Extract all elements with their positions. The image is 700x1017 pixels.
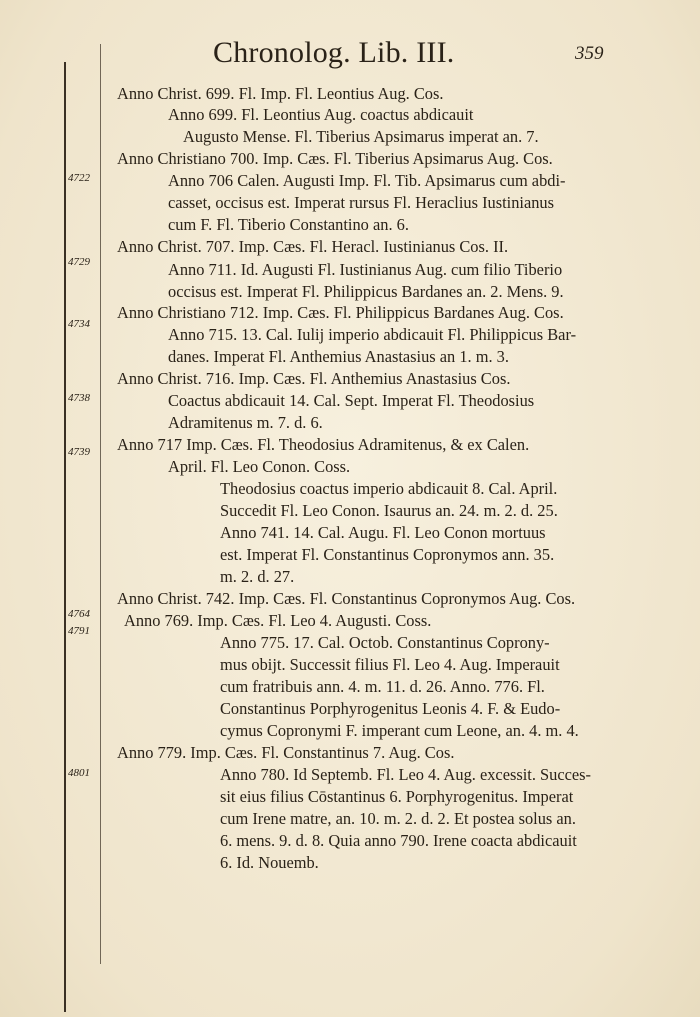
outer-margin-rule — [100, 44, 101, 964]
text-line: Anno 775. 17. Cal. Octob. Constantinus Coprony- — [220, 633, 550, 652]
text-line: cum fratribuis ann. 4. m. 11. d. 26. Anno. 776. Fl. — [220, 677, 545, 696]
margin-rule — [64, 62, 66, 1012]
margin-year: 4722 — [68, 172, 90, 184]
text-line: Anno Christ. 716. Imp. Cæs. Fl. Anthemius Anastasius Cos. — [117, 369, 511, 388]
text-line: Anno 706 Calen. Augusti Imp. Fl. Tib. Apsimarus cum abdi- — [168, 171, 566, 190]
text-line: Succedit Fl. Leo Conon. Isaurus an. 24. m. 2. d. 25. — [220, 501, 558, 520]
margin-year: 4729 — [68, 256, 90, 268]
text-line: Anno Christ. 742. Imp. Cæs. Fl. Constantinus Copronymos Aug. Cos. — [117, 589, 576, 608]
text-line: Anno Christiano 712. Imp. Cæs. Fl. Philippicus Bardanes Aug. Cos. — [117, 303, 564, 322]
text-line: Anno 780. Id Septemb. Fl. Leo 4. Aug. excessit. Succes- — [220, 765, 592, 784]
text-line: Anno 741. 14. Cal. Augu. Fl. Leo Conon mortuus — [220, 523, 546, 542]
margin-year: 4764 — [68, 608, 90, 620]
text-line: Coactus abdicauit 14. Cal. Sept. Imperat Fl. Theodosius — [168, 391, 535, 410]
text-line: Anno 715. 13. Cal. Iulij imperio abdicauit Fl. Philippicus Bar- — [168, 325, 577, 344]
page-number: 359 — [575, 43, 604, 64]
margin-year: 4791 — [68, 625, 90, 637]
running-title: Chronolog. Lib. III. — [213, 36, 455, 69]
text-line: April. Fl. Leo Conon. Coss. — [168, 457, 351, 476]
margin-year: 4739 — [68, 446, 90, 458]
text-line: danes. Imperat Fl. Anthemius Anastasius an 1. m. 3. — [168, 347, 509, 366]
margin-year: 4738 — [68, 392, 90, 404]
text-line: Anno 699. Fl. Leontius Aug. coactus abdicauit — [168, 105, 474, 124]
text-line: m. 2. d. 27. — [220, 567, 295, 586]
text-line: est. Imperat Fl. Constantinus Copronymos ann. 35. — [220, 545, 555, 564]
text-line: Adramitenus m. 7. d. 6. — [168, 413, 323, 432]
text-line: Anno 711. Id. Augusti Fl. Iustinianus Aug. cum filio Tiberio — [168, 260, 563, 279]
text-line: Anno 769. Imp. Cæs. Fl. Leo 4. Augusti. Coss. — [124, 611, 432, 630]
text-line: casset, occisus est. Imperat rursus Fl. Heraclius Iustinianus — [168, 193, 555, 212]
text-line: 6. mens. 9. d. 8. Quia anno 790. Irene coacta abdicauit — [220, 831, 577, 850]
text-line: Theodosius coactus imperio abdicauit 8. Cal. April. — [220, 479, 558, 498]
text-line: sit eius filius Cōstantinus 6. Porphyrogenitus. Imperat — [220, 787, 574, 806]
text-line: Anno Christ. 699. Fl. Imp. Fl. Leontius Aug. Cos. — [117, 84, 444, 103]
text-line: Augusto Mense. Fl. Tiberius Apsimarus imperat an. 7. — [183, 127, 539, 146]
text-line: 6. Id. Nouemb. — [220, 853, 319, 872]
margin-year: 4734 — [68, 318, 90, 330]
text-line: Constantinus Porphyrogenitus Leonis 4. F. & Eudo- — [220, 699, 561, 718]
text-line: Anno 779. Imp. Cæs. Fl. Constantinus 7. Aug. Cos. — [117, 743, 455, 762]
text-line: Anno 717 Imp. Cæs. Fl. Theodosius Adramitenus, & ex Calen. — [117, 435, 530, 454]
text-line: Anno Christiano 700. Imp. Cæs. Fl. Tiberius Apsimarus Aug. Cos. — [117, 149, 553, 168]
text-line: Anno Christ. 707. Imp. Cæs. Fl. Heracl. Iustinianus Cos. II. — [117, 237, 509, 256]
text-line: cum Irene matre, an. 10. m. 2. d. 2. Et postea solus an. — [220, 809, 576, 828]
text-line: occisus est. Imperat Fl. Philippicus Bardanes an. 2. Mens. 9. — [168, 282, 564, 301]
margin-year: 4801 — [68, 767, 90, 779]
text-line: cymus Copronymi F. imperant cum Leone, an. 4. m. 4. — [220, 721, 579, 740]
text-line: mus obijt. Successit filius Fl. Leo 4. Aug. Imperauit — [220, 655, 560, 674]
text-line: cum F. Fl. Tiberio Constantino an. 6. — [168, 215, 409, 234]
